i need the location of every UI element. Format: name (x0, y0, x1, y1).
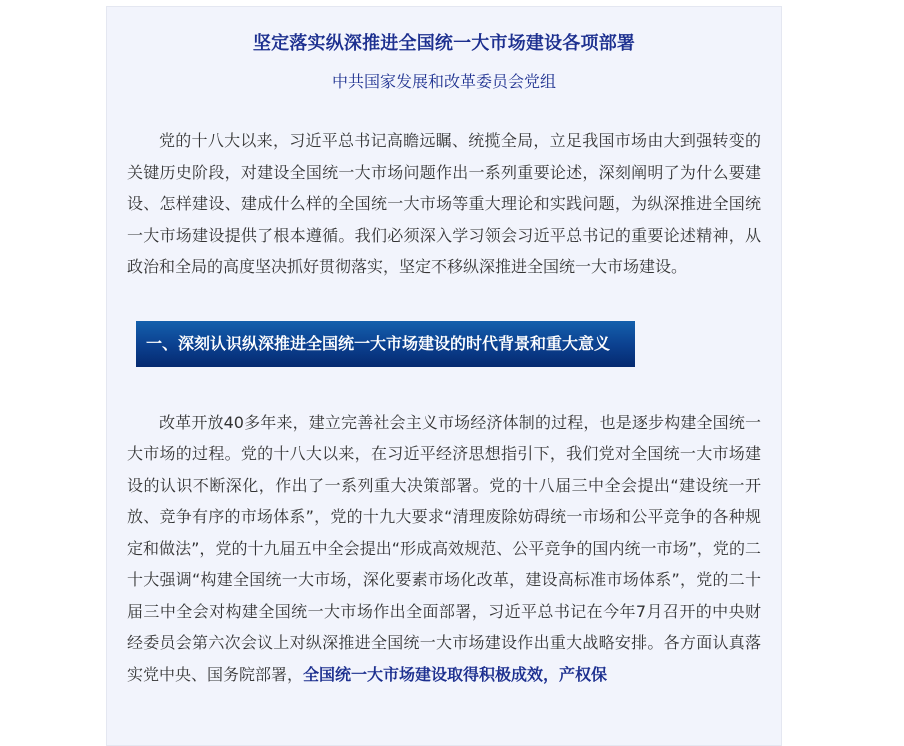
section1-paragraph-text: 改革开放40多年来，建立完善社会主义市场经济体制的过程，也是逐步构建全国统一大市场的过程。党的十八大以来，在习近平经济思想指引下，我们党对全国统一大市场建设的认识不断深化，作出了一系列重大决策部署。党的十八届三中全会提出“建设统一开放、竞争有序的市场体系”，党的十九大要求“清理废除妨碍统一市场和公平竞争的各种规定和做法”，党的十九届五中全会提出“形成高效规范、公平竞争的国内统一市场”，党的二十大强调“构建全国统一大市场，深化要素市场化改革，建设高标准市场体系”，党的二十届三中全会对构建全国统一大市场作出全面部署，习近平总书记在今年7月召开的中央财经委员会第六次会议上对纵深推进全国统一大市场建设作出重大战略安排。各方面认真落实党中央、国务院部署， (127, 412, 761, 684)
article-author: 中共国家发展和改革委员会党组 (331, 72, 556, 91)
section1-paragraph (127, 407, 761, 691)
article-title: 坚定落实纵深推进全国统一大市场建设各项部署 (252, 33, 636, 54)
intro-paragraph: 党的十八大以来，习近平总书记高瞻远瞩、统揽全局，立足我国市场由大到强转变的关键历史阶段，对建设全国统一大市场问题作出一系列重要论述，深刻阐明了为什么要建设、怎样建设、建成什么样的全国统一大市场等重大理论和实践问题，为纵深推进全国统一大市场建设提供了根本遵循。我们必须深入学习领会习近平总书记的重要论述精神，从政治和全局的高度坚决抓好贯彻落实，坚定不移纵深推进全国统一大市场建设。 (127, 131, 761, 276)
section1-highlight-text: 全国统一大市场建设取得积极成效，产权保 (303, 664, 608, 684)
article-container (106, 6, 782, 746)
section-heading-1: 一、深刻认识纵深推进全国统一大市场建设的时代背景和重大意义 (136, 321, 635, 367)
